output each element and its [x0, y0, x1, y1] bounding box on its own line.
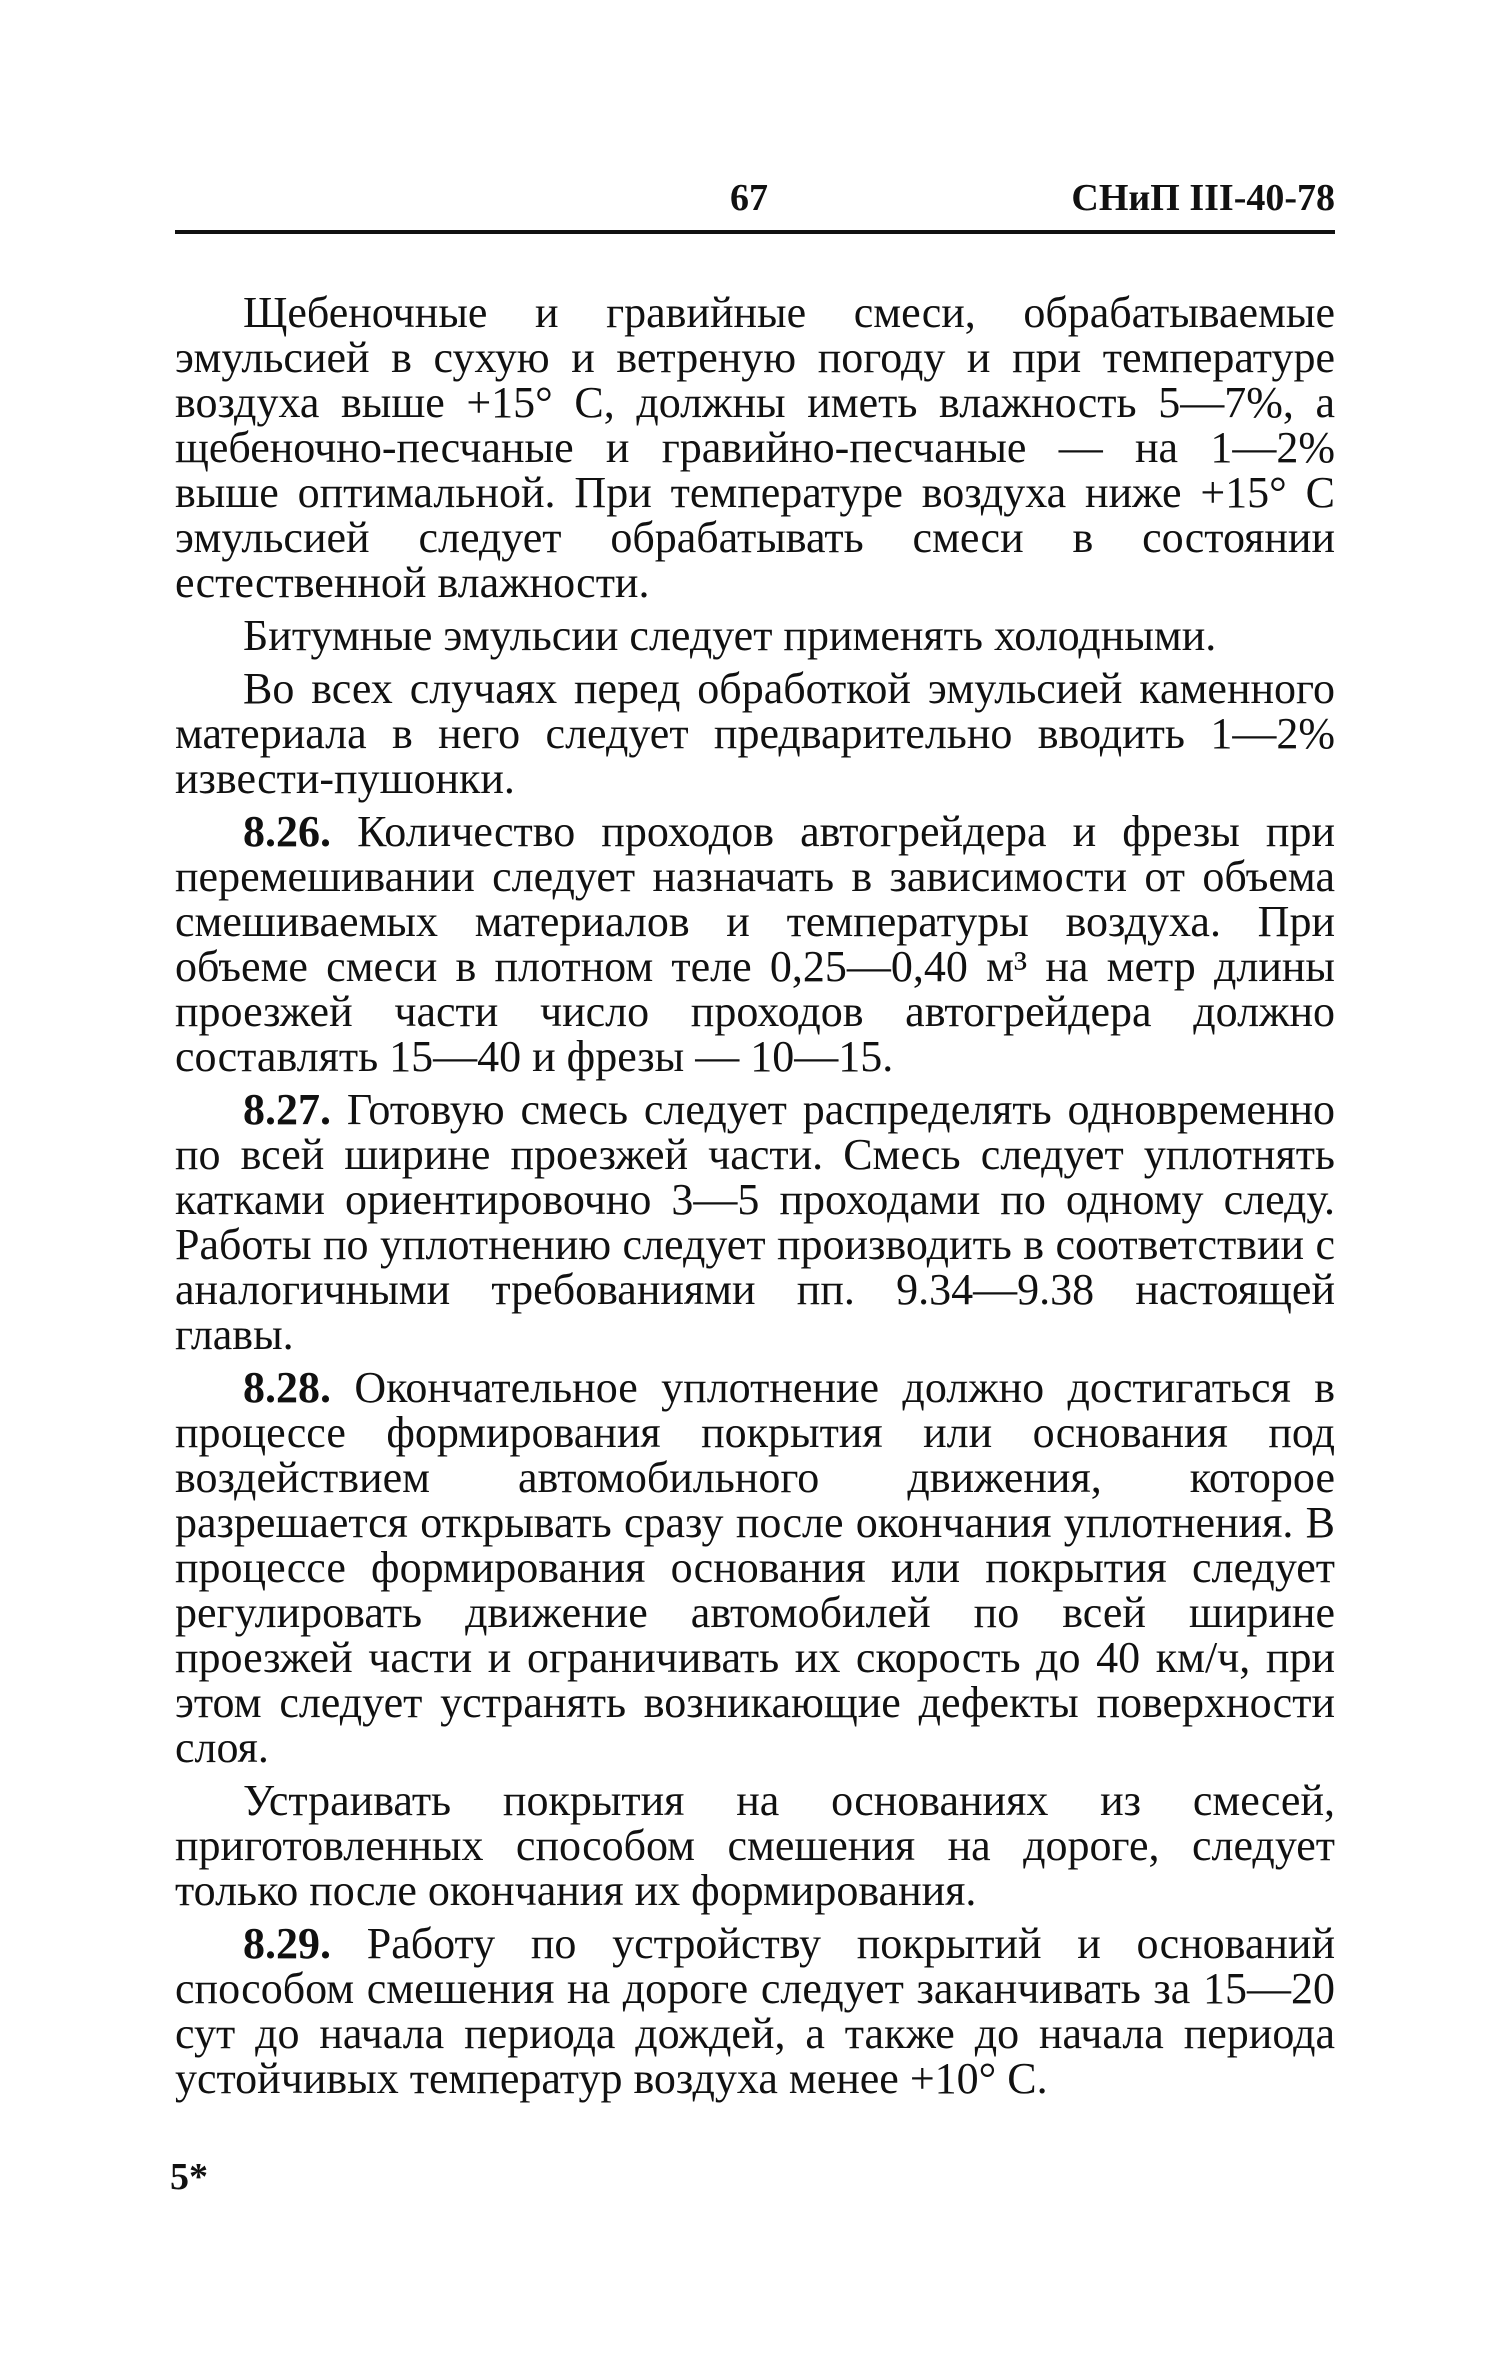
- clause-number: 8.28.: [243, 1363, 331, 1412]
- page-number: 67: [730, 177, 768, 219]
- paragraph-pavement-after-forming: Устраивать покрытия на основаниях из смесей, приготовленных способом смешения на дороге, следует только после окончания их формирования.: [175, 1776, 1335, 1915]
- printer-signature-mark: 5*: [170, 2156, 208, 2198]
- clause-number: 8.27.: [243, 1085, 331, 1134]
- page-header: [175, 168, 1335, 228]
- paragraph-emulsion-moisture: Щебеночные и гравийные смеси, обрабатываемые эмульсией в сухую и ветреную погоду и при температуре воздуха выше +15° С, должны иметь влажность 5—7%, а щебеночно-песчаные и гравийно-песчаные — на 1—2% выше оптимальной. При температуре воздуха ниже +15° С эмульсией следует обрабатывать смеси в состоянии естественной влажности.: [175, 288, 1335, 607]
- clause-number: 8.29.: [243, 1919, 331, 1968]
- clause-8-28: 8.28. Окончательное уплотнение должно достигаться в процессе формирования покрытия или основания под воздействием автомобильного движения, которое разрешается открывать сразу после окончания уплотнения. В процессе формирования основания или покрытия следует регулировать движение автомобилей по всей ширине проезжей части и ограничивать их скорость до 40 км/ч, при этом следует устранять возникающие дефекты поверхности слоя.: [175, 1363, 1335, 1772]
- paragraph-bitumen-cold: Битумные эмульсии следует применять холодными.: [243, 611, 1217, 660]
- clause-8-26: 8.26. Количество проходов автогрейдера и фрезы при перемешивании следует назначать в зависимости от объема смешиваемых материалов и температуры воздуха. При объеме смеси в плотном теле 0,25—0,40 м³ на метр длины проезжей части число проходов автогрейдера должно составлять 15—40 и фрезы — 10—15.: [175, 807, 1336, 1081]
- clause-8-29: 8.29. Работу по устройству покрытий и оснований способом смешения на дороге следует заканчивать за 15—20 сут до начала периода дождей, а также до начала периода устойчивых температур воздуха менее +10° С.: [175, 1919, 1336, 2103]
- paragraph-lime-additive: Во всех случаях перед обработкой эмульсией каменного материала в него следует предварительно вводить 1—2% извести-пушонки.: [175, 664, 1335, 803]
- document-code: СНиП III-40-78: [1071, 177, 1335, 219]
- clause-number: 8.26.: [243, 807, 331, 856]
- header-divider: [175, 230, 1335, 234]
- body-text: [175, 290, 1335, 2101]
- clause-8-27: 8.27. Готовую смесь следует распределять одновременно по всей ширине проезжей части. Смесь следует уплотнять катками ориентировочно 3—5 проходами по одному следу. Работы по уплотнению следует производить в соответствии с аналогичными требованиями пп. 9.34—9.38 настоящей главы.: [175, 1085, 1335, 1359]
